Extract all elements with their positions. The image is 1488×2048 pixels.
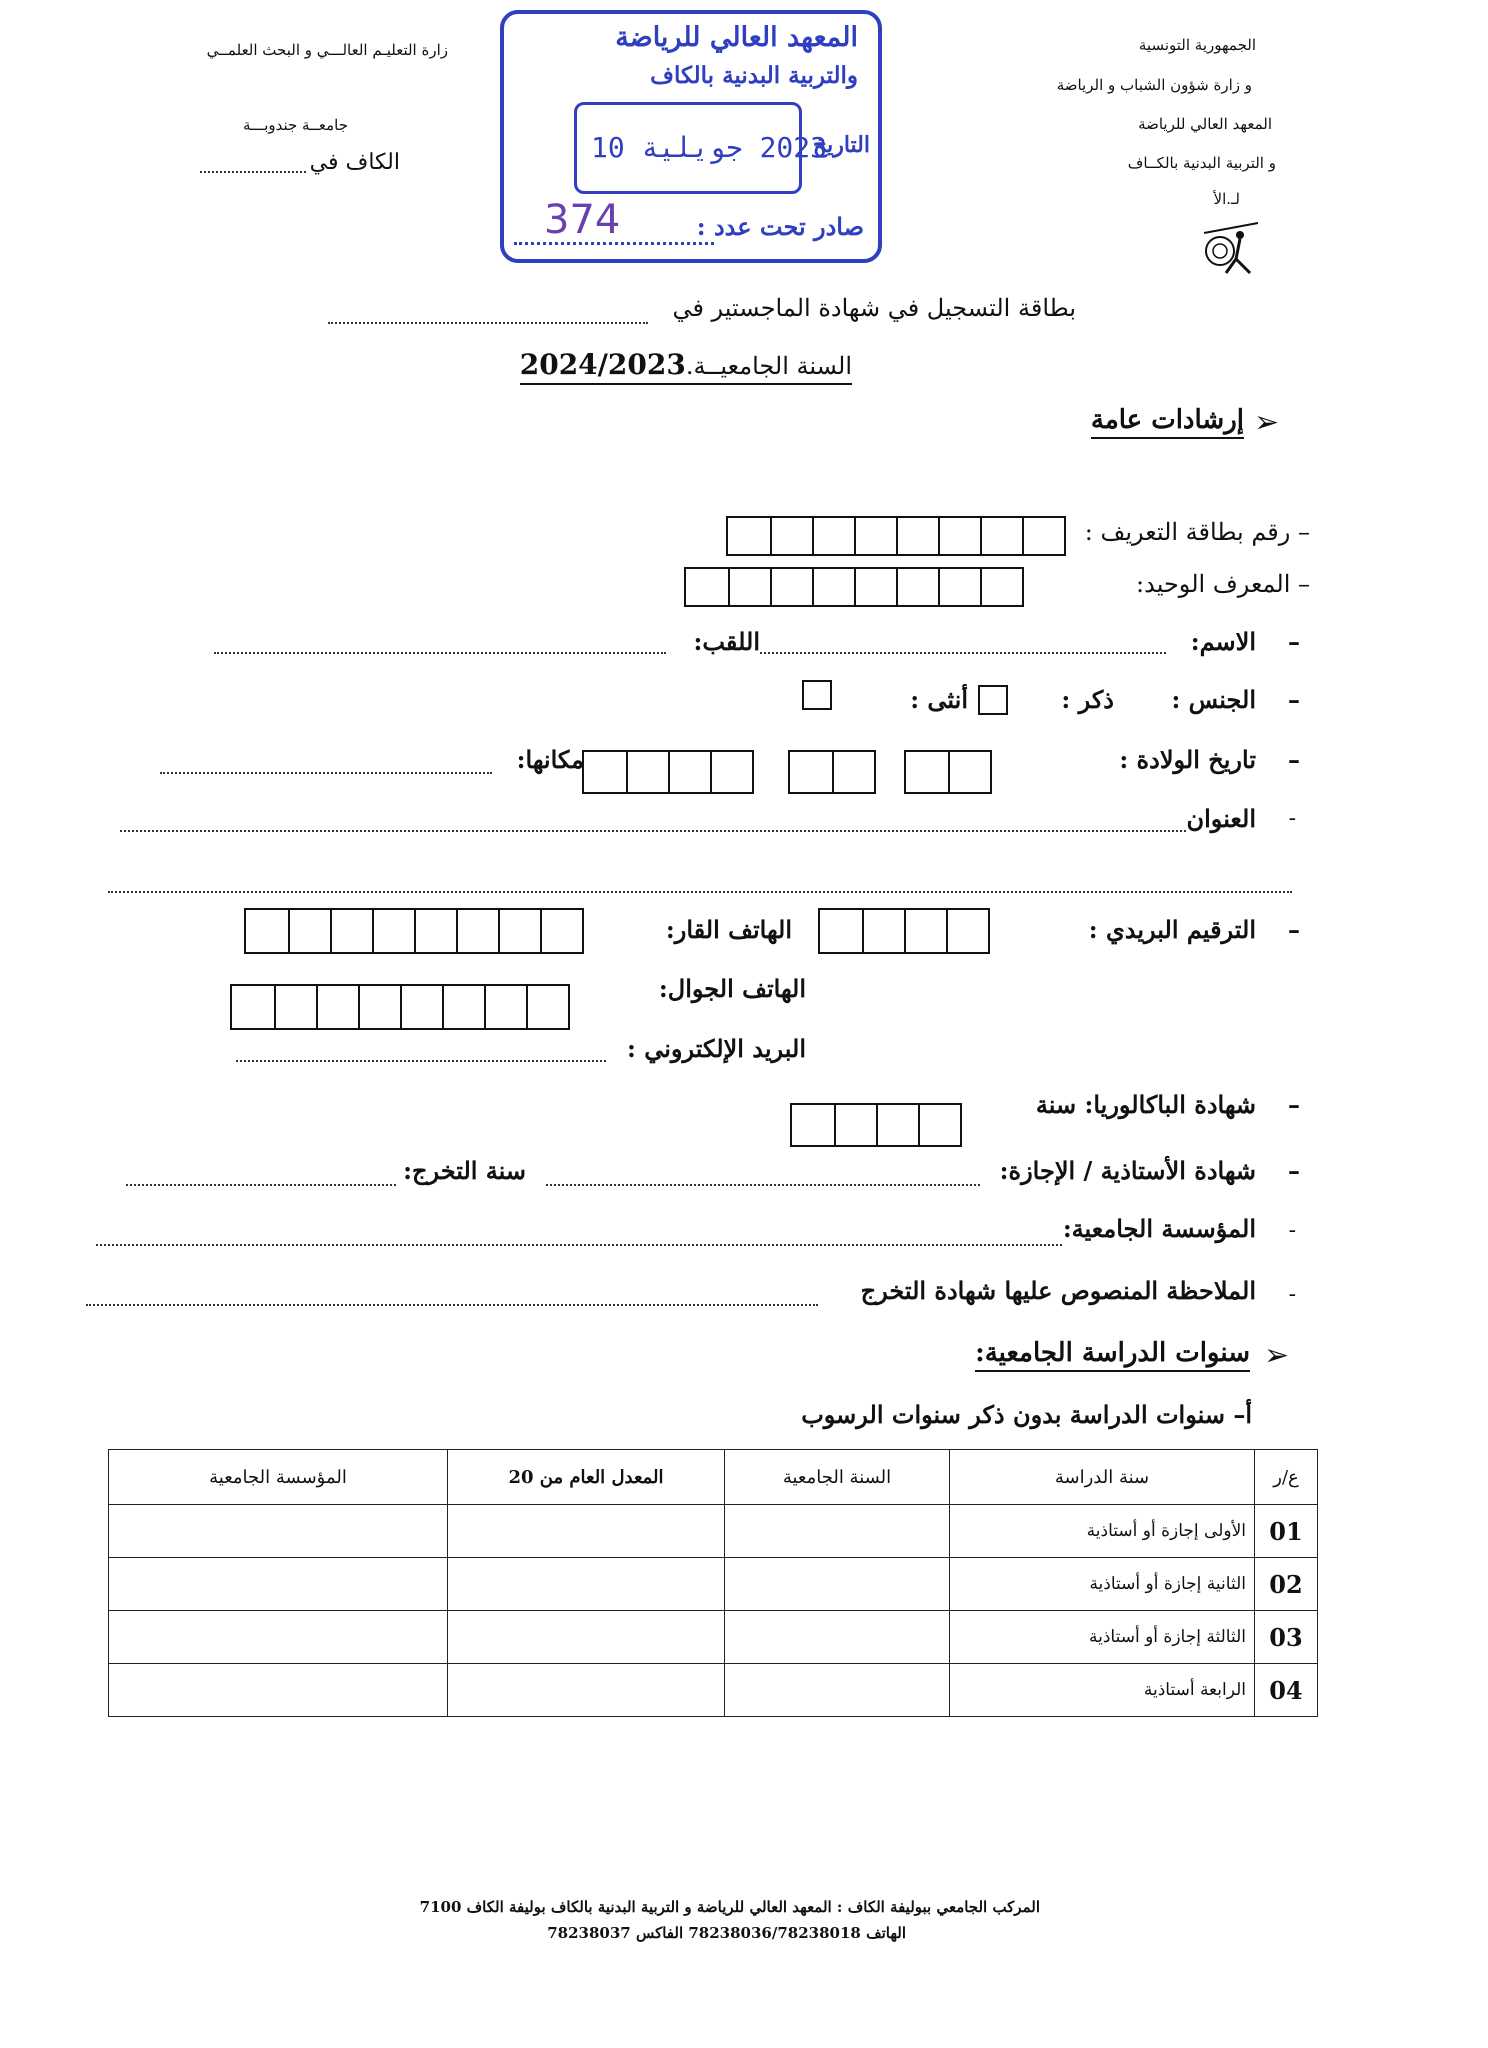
mention-dash: - — [1288, 1282, 1296, 1307]
table-cell-academic-year[interactable] — [725, 1611, 950, 1664]
surname-label: اللقب: — [693, 627, 760, 656]
female-checkbox[interactable] — [802, 680, 832, 710]
graduation-year-dots[interactable] — [126, 1184, 396, 1186]
studies-table — [108, 1449, 1318, 1717]
birth-year-boxes[interactable] — [582, 750, 754, 794]
table-row-number: 02 — [1255, 1558, 1318, 1611]
academic-year-value: 2024/2023 — [519, 348, 686, 381]
bac-year-boxes[interactable] — [790, 1103, 962, 1147]
footer-line1: المركب الجامعي ببوليفة الكاف : المعهد العالي للرياضة و التربية البدنية بالكاف بوليفة الكاف 7100 — [419, 1898, 1040, 1916]
bac-dash: – — [1288, 1090, 1300, 1119]
stamp-date-label: التاريخ — [812, 132, 870, 158]
mention-dots[interactable] — [86, 1304, 818, 1306]
table-row-year: الثانية إجازة أو أستاذية — [950, 1558, 1255, 1611]
table-cell-academic-year[interactable] — [725, 1664, 950, 1717]
header-right-line4: و التربية البدنية بالكــاف — [1127, 154, 1276, 172]
name-dash: – — [1288, 627, 1300, 656]
stamp-date-value: 2023 جويلية 10 — [591, 131, 828, 164]
surname-dots[interactable] — [214, 652, 666, 654]
postal-code-label: الترقيم البريدي : — [1088, 915, 1256, 944]
table-row-year: الأولى إجازة أو أستاذية — [950, 1505, 1255, 1558]
table-row — [109, 1505, 1318, 1558]
table-header-cell: سنة الدراسة — [950, 1450, 1255, 1505]
footer-line2: الهاتف 78238036/78238018 الفاكس 78238037 — [547, 1924, 906, 1942]
stamp-issued-label: صادر تحت عدد : — [696, 212, 864, 241]
table-cell-average[interactable] — [448, 1664, 725, 1717]
degree-label: شهادة الأستاذية / الإجازة: — [999, 1156, 1256, 1185]
table-cell-average[interactable] — [448, 1558, 725, 1611]
birth-dash: – — [1288, 745, 1300, 774]
stamp-issued-number: 374 — [544, 197, 621, 243]
email-dots[interactable] — [236, 1060, 606, 1062]
mobile-boxes[interactable] — [230, 984, 570, 1030]
academic-year: السنة الجامعيــة.2024/2023 — [520, 348, 852, 385]
birth-day-boxes[interactable] — [904, 750, 992, 794]
landline-label: الهاتف القار: — [665, 915, 792, 944]
header-left-line1: زارة التعليـم العالـــي و البحث العلمــي — [206, 41, 448, 59]
section2-heading: سنوات الدراسة الجامعية: — [975, 1338, 1250, 1372]
id-card-label: – رقم بطاقة التعريف : — [1084, 518, 1310, 546]
table-cell-institution[interactable] — [109, 1611, 448, 1664]
table-row-number: 01 — [1255, 1505, 1318, 1558]
table-row — [109, 1664, 1318, 1717]
male-checkbox[interactable] — [978, 685, 1008, 715]
table-row — [109, 1558, 1318, 1611]
table-cell-institution[interactable] — [109, 1558, 448, 1611]
header-right-line3: المعهد العالي للرياضة — [1138, 115, 1272, 133]
id-card-boxes[interactable] — [726, 516, 1066, 556]
table-cell-average[interactable] — [448, 1611, 725, 1664]
official-stamp — [500, 10, 882, 263]
name-label: الاسم: — [1190, 627, 1256, 656]
institution-label: المؤسسة الجامعية: — [1062, 1214, 1256, 1243]
birth-place-dots[interactable] — [160, 772, 492, 774]
table-cell-institution[interactable] — [109, 1505, 448, 1558]
address-dots-1[interactable] — [120, 830, 1186, 832]
mobile-label: الهاتف الجوال: — [658, 974, 806, 1003]
postal-code-boxes[interactable] — [818, 908, 990, 954]
header-right-line1: الجمهورية التونسية — [1138, 36, 1256, 54]
institution-dots[interactable] — [96, 1244, 1062, 1246]
email-label: البريد الإلكتروني : — [627, 1034, 806, 1063]
document-title: بطاقة التسجيل في شهادة الماجستير في — [672, 294, 1076, 322]
table-header-cell: السنة الجامعية — [725, 1450, 950, 1505]
stamp-title2: والتربية البدنية بالكاف — [650, 62, 858, 89]
section2-subheading: أ– سنوات الدراسة بدون ذكر سنوات الرسوب — [801, 1400, 1252, 1429]
male-label: ذكر : — [1061, 685, 1114, 714]
degree-dash: – — [1288, 1156, 1300, 1185]
stamp-date-box — [574, 102, 828, 194]
table-row-number: 04 — [1255, 1664, 1318, 1717]
address-label: العنوان — [1186, 804, 1256, 833]
table-row-number: 03 — [1255, 1611, 1318, 1664]
female-label: أنثى : — [910, 685, 968, 714]
table-row-year: الرابعة أستاذية — [950, 1664, 1255, 1717]
table-cell-institution[interactable] — [109, 1664, 448, 1717]
gender-dash: – — [1288, 685, 1300, 714]
table-header-cell: المعدل العام من 20 — [448, 1450, 725, 1505]
mention-label: الملاحظة المنصوص عليها شهادة التخرج — [860, 1276, 1256, 1305]
table-cell-average[interactable] — [448, 1505, 725, 1558]
header-left-line3: الكاف في — [309, 150, 400, 175]
unique-id-boxes[interactable] — [684, 567, 1024, 607]
table-cell-academic-year[interactable] — [725, 1505, 950, 1558]
section1-heading: إرشادات عامة — [1091, 405, 1244, 439]
academic-year-label: السنة الجامعيــة — [693, 352, 852, 380]
table-header-cell: المؤسسة الجامعية — [109, 1450, 448, 1505]
table-cell-academic-year[interactable] — [725, 1558, 950, 1611]
header-left-date-dots — [200, 171, 306, 173]
section1-arrow-icon: ➢ — [1254, 405, 1280, 440]
address-dash: - — [1288, 806, 1296, 831]
name-dots[interactable] — [760, 652, 1166, 654]
table-header-cell: ع/ر — [1255, 1450, 1318, 1505]
document-title-dots — [328, 322, 648, 324]
table-row-year: الثالثة إجازة أو أستاذية — [950, 1611, 1255, 1664]
stamp-title1: المعهد العالي للرياضة — [615, 22, 858, 53]
institution-dash: - — [1288, 1218, 1296, 1243]
landline-boxes[interactable] — [244, 908, 584, 954]
degree-dots[interactable] — [546, 1184, 980, 1186]
header-right-line2: و زارة شؤون الشباب و الرياضة — [1056, 76, 1252, 94]
institute-logo-icon — [1196, 217, 1262, 277]
header-right-line5: لـ.الأ — [1213, 190, 1240, 208]
table-row — [109, 1611, 1318, 1664]
header-left-line2: جامعــة جندوبـــة — [242, 116, 348, 134]
stamp-issued-dots — [514, 242, 714, 245]
birth-place-label: مكانها: — [516, 745, 584, 774]
postal-dash: – — [1288, 915, 1300, 944]
gender-label: الجنس : — [1171, 685, 1256, 714]
graduation-year-label: سنة التخرج: — [403, 1156, 526, 1185]
bac-label: شهادة الباكالوريا: سنة — [1035, 1090, 1256, 1119]
address-dots-2[interactable] — [108, 891, 1292, 893]
unique-id-label: – المعرف الوحيد: — [1136, 570, 1310, 598]
section2-arrow-icon: ➢ — [1264, 1338, 1290, 1373]
birth-month-boxes[interactable] — [788, 750, 876, 794]
table-header-row — [109, 1450, 1318, 1505]
birth-date-label: تاريخ الولادة : — [1119, 745, 1256, 774]
